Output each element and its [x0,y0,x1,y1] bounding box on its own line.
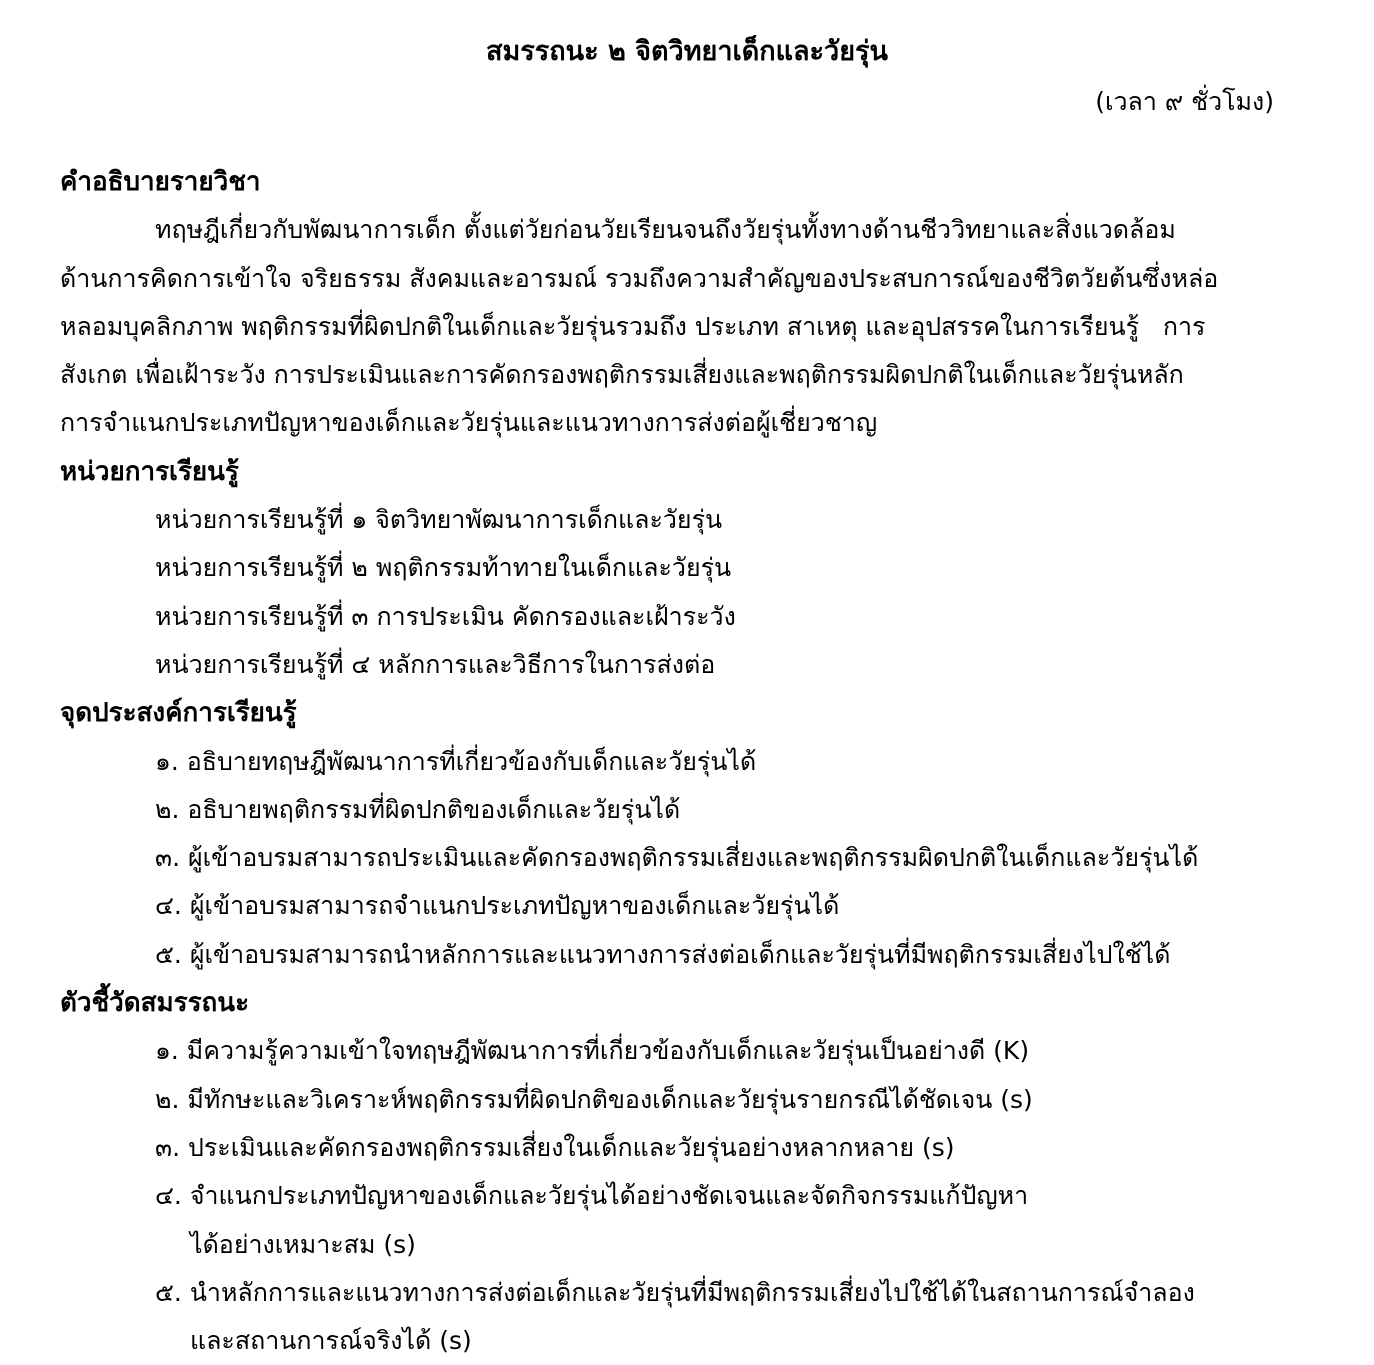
description-heading: คำอธิบายรายวิชา [60,167,261,197]
description-line-3: หลอมบุคลิกภาพ พฤติกรรมที่ผิดปกติในเด็กและวัยรุ่นรวมถึง ประเภท สาเหตุ และอุปสรรคในการเรียนรู้ การ [60,311,1206,341]
indicator-item-2: ๒. มีทักษะและวิเคราะห์พฤติกรรมที่ผิดปกติของเด็กและวัยรุ่นรายกรณีได้ชัดเจน (s) [155,1084,1033,1114]
description-line-4: สังเกต เพื่อเฝ้าระวัง การประเมินและการคัดกรองพฤติกรรมเสี่ยงและพฤติกรรมผิดปกติในเด็กและวัยรุ่นหลัก [60,360,1184,390]
objective-item-4: ๔. ผู้เข้าอบรมสามารถจำแนกประเภทปัญหาของเด็กและวัยรุ่นได้ [155,891,840,921]
indicators-heading: ตัวชี้วัดสมรรถนะ [60,988,250,1019]
duration-label: (เวลา ๙ ชั่วโมง) [1095,87,1274,116]
unit-item-1: หน่วยการเรียนรู้ที่ ๑ จิตวิทยาพัฒนาการเด็กและวัยรุ่น [155,505,723,535]
indicator-item-4: ๔. จำแนกประเภทปัญหาของเด็กและวัยรุ่นได้อย่างชัดเจนและจัดกิจกรรมแก้ปัญหา [155,1181,1029,1211]
page-title: สมรรถนะ ๒ จิตวิทยาเด็กและวัยรุ่น [486,36,888,67]
units-heading: หน่วยการเรียนรู้ [60,456,239,487]
objective-item-2: ๒. อธิบายพฤติกรรมที่ผิดปกติของเด็กและวัยรุ่นได้ [155,794,681,824]
indicator-item-4-continued: ได้อย่างเหมาะสม (s) [190,1229,416,1259]
objective-item-1: ๑. อธิบายทฤษฎีพัฒนาการที่เกี่ยวข้องกับเด็กและวัยรุ่นได้ [155,746,757,776]
objective-item-3: ๓. ผู้เข้าอบรมสามารถประเมินและคัดกรองพฤติกรรมเสี่ยงและพฤติกรรมผิดปกติในเด็กและวัยรุ่นได้ [155,843,1199,873]
indicator-item-5-continued: และสถานการณ์จริงได้ (s) [190,1326,472,1356]
unit-item-2: หน่วยการเรียนรู้ที่ ๒ พฤติกรรมท้าทายในเด็กและวัยรุ่น [155,553,732,583]
objectives-heading: จุดประสงค์การเรียนรู้ [60,698,297,729]
indicator-item-5: ๕. นำหลักการและแนวทางการส่งต่อเด็กและวัยรุ่นที่มีพฤติกรรมเสี่ยงไปใช้ได้ในสถานการณ์จำลอง [155,1277,1195,1307]
indicator-item-1: ๑. มีความรู้ความเข้าใจทฤษฎีพัฒนาการที่เกี่ยวข้องกับเด็กและวัยรุ่นเป็นอย่างดี (K) [155,1036,1030,1066]
document-body [60,158,1280,1365]
unit-item-3: หน่วยการเรียนรู้ที่ ๓ การประเมิน คัดกรองและเฝ้าระวัง [155,601,736,631]
description-line-2: ด้านการคิดการเข้าใจ จริยธรรม สังคมและอารมณ์ รวมถึงความสำคัญของประสบการณ์ของชีวิตวัยต้นซึ่งหล่อ [60,263,1219,293]
indicator-item-3: ๓. ประเมินและคัดกรองพฤติกรรมเสี่ยงในเด็กและวัยรุ่นอย่างหลากหลาย (s) [155,1132,955,1162]
description-line-1: ทฤษฎีเกี่ยวกับพัฒนาการเด็ก ตั้งแต่วัยก่อนวัยเรียนจนถึงวัยรุ่นทั้งทางด้านชีววิทยาและสิ่งแวดล้อม [155,215,1176,245]
description-line-5: การจำแนกประเภทปัญหาของเด็กและวัยรุ่นและแนวทางการส่งต่อผู้เชี่ยวชาญ [60,408,878,438]
unit-item-4: หน่วยการเรียนรู้ที่ ๔ หลักการและวิธีการในการส่งต่อ [155,649,716,679]
objective-item-5: ๕. ผู้เข้าอบรมสามารถนำหลักการและแนวทางการส่งต่อเด็กและวัยรุ่นที่มีพฤติกรรมเสี่ยงไปใช้ได้ [155,939,1171,969]
